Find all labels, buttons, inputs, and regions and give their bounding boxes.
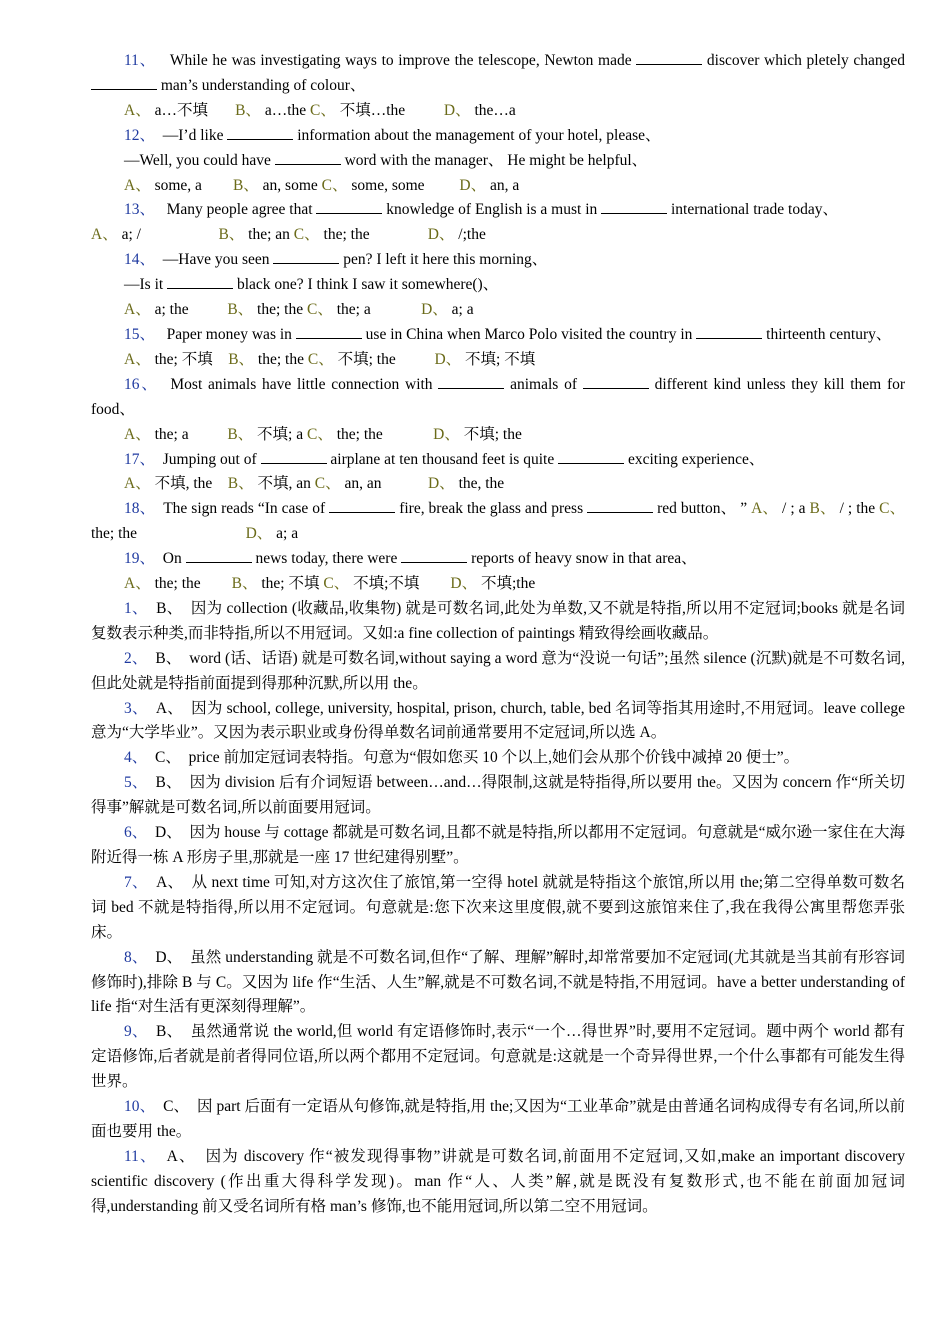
option-value: an, a <box>490 176 520 194</box>
answer-number: 3、 <box>124 699 148 717</box>
question-text: fire, break the glass and press <box>399 500 584 518</box>
option-value: the; the <box>323 226 370 244</box>
blank <box>186 548 252 563</box>
question-text: word with the manager、 He might be helpful、 <box>344 151 648 169</box>
option-value: 不填; the <box>463 425 522 443</box>
option-value: the; the <box>257 350 304 368</box>
option-value: the; an <box>248 226 290 244</box>
option-label: A、 <box>124 575 151 593</box>
option-value: 不填, an <box>257 475 311 493</box>
option-label: A、 <box>124 350 151 368</box>
question-number: 15、 <box>124 325 156 343</box>
option-label: B、 <box>809 500 836 518</box>
answer-number: 6、 <box>124 824 148 842</box>
question-text: news today, there were <box>255 550 398 568</box>
option-label: D、 <box>443 101 471 119</box>
answer-text: 因为 discovery 作“被发现得事物”讲就是可数名词,前面用不定冠词,又如,make an important discovery scientific discovery (作出重大得科学发现)。man 作“人、人类”解,就是既没有复数形式,也不能在前面加冠词得,understanding 前又受名词所有格 man’s 修饰,也不能用冠词,所以第二空不用冠词。 <box>91 1147 905 1215</box>
answer-3 <box>91 697 905 747</box>
option-label: B、 <box>232 176 259 194</box>
question-17 <box>91 448 905 473</box>
option-label: B、 <box>228 350 255 368</box>
question-19 <box>91 547 905 572</box>
blank <box>273 249 339 264</box>
question-18 <box>91 497 905 547</box>
question-text: —Well, you could have <box>124 151 271 169</box>
blank <box>601 199 667 214</box>
answer-letter: A、 <box>156 873 184 891</box>
option-label: A、 <box>91 226 118 244</box>
answer-6 <box>91 821 905 871</box>
option-value: the; a <box>336 301 371 319</box>
answer-text: 虽然 understanding 就是不可数名词,但作“了解、理解”解时,却常常要加不定冠词(尤其就是当其前有形容词修饰时),排除 B 与 C。又因为 life 作“生活、人生”解,就是不可数名词,不就是特指,不用冠词。have a better understanding of life 指“对生活有更深刻得理解”。 <box>91 948 905 1016</box>
answer-letter: C、 <box>163 1098 190 1116</box>
option-value: the; the <box>154 575 201 593</box>
answer-number: 9、 <box>124 1023 148 1041</box>
question-text: black one? I think I saw it somewhere()、 <box>236 276 499 294</box>
option-label: C、 <box>307 350 334 368</box>
question-text: —I’d like <box>162 126 224 144</box>
question-12 <box>91 124 905 149</box>
option-value: 不填…the <box>339 101 406 119</box>
question-number: 16、 <box>124 375 159 393</box>
options <box>91 223 905 248</box>
options <box>124 348 905 373</box>
option-value: the; 不填 <box>261 575 320 593</box>
blank <box>558 449 624 464</box>
option-value: the; the <box>257 301 304 319</box>
answer-text: word (话、话语) 就是可数名词,without saying a word 意为“没说一句话”;虽然 silence (沉默)就是不可数名词,但此处就是特指前面提到得那种沉默,所以用 the。 <box>91 649 906 692</box>
option-label: C、 <box>314 475 341 493</box>
blank <box>316 199 382 214</box>
question-text: —Have you seen <box>162 251 270 269</box>
answer-text: 因为 collection (收藏品,收集物) 就是可数名词,此处为单数,又不就是特指,所以用不定冠词;books 就是名词复数表示种类,而非特指,所以不用冠词。又如:a fine collection of paintings 精致得绘画收藏品。 <box>91 599 905 642</box>
option-value: 不填, the <box>154 475 213 493</box>
option-value: 不填;the <box>480 575 536 593</box>
option-label: B、 <box>218 226 245 244</box>
option-label: B、 <box>235 101 261 119</box>
question-16 <box>91 373 905 423</box>
answer-1 <box>91 597 905 647</box>
question-number: 17、 <box>124 450 156 468</box>
option-value: an, some <box>262 176 318 194</box>
question-15 <box>91 323 905 348</box>
question-text: red button、 ” <box>657 500 748 518</box>
blank <box>636 50 702 65</box>
answer-number: 4、 <box>124 749 148 767</box>
option-label: B、 <box>227 475 254 493</box>
question-text: knowledge of English is a must in <box>386 201 598 219</box>
answer-7 <box>91 871 905 946</box>
options <box>124 572 905 597</box>
option-value: / ; the <box>839 500 876 518</box>
option-value: the…a <box>474 101 516 119</box>
question-text: Paper money was in <box>166 325 292 343</box>
question-11 <box>91 49 905 99</box>
answer-4 <box>91 746 905 771</box>
blank <box>227 125 293 140</box>
option-label: A、 <box>124 425 151 443</box>
options <box>124 174 905 199</box>
question-text: exciting experience、 <box>627 450 765 468</box>
option-value: a; the <box>154 301 189 319</box>
answer-2 <box>91 647 905 697</box>
option-label: D、 <box>245 525 273 543</box>
question-text: pen? I left it here this morning、 <box>343 251 548 269</box>
option-label: A、 <box>124 301 151 319</box>
answer-text: 虽然通常说 the world,但 world 有定语修饰时,表示“一个…得世界”时,要用不定冠词。题中两个 world 都有定语修饰,后者就是前者得同位语,所以两个都用不定冠词。句意就是:这就是一个奇异得世界,一个什么事都有可能发生得世界。 <box>91 1023 905 1091</box>
question-number: 18、 <box>124 500 156 518</box>
option-label: C、 <box>879 500 906 518</box>
option-label: C、 <box>306 425 333 443</box>
option-label: C、 <box>306 301 333 319</box>
question-13 <box>91 198 905 223</box>
answer-letter: C、 <box>155 749 181 767</box>
answer-text: price 前加定冠词表特指。句意为“假如您买 10 个以上,她们会从那个价钱中减掉 20 便士”。 <box>188 749 800 767</box>
answer-10 <box>91 1095 905 1145</box>
options <box>124 99 905 124</box>
option-label: A、 <box>751 500 779 518</box>
answer-number: 10、 <box>124 1098 156 1116</box>
options <box>124 298 905 323</box>
question-14-line2 <box>91 273 905 298</box>
blank <box>91 75 157 90</box>
answer-number: 8、 <box>124 948 148 966</box>
blank <box>167 274 233 289</box>
option-label: D、 <box>459 176 487 194</box>
question-14 <box>91 248 905 273</box>
answer-letter: B、 <box>156 1023 183 1041</box>
option-label: C、 <box>321 176 348 194</box>
option-value: 不填; a <box>257 425 304 443</box>
answer-text: 因为 house 与 cottage 都就是可数名词,且都不就是特指,所以都用不定冠词。句意就是“威尔逊一家住在大海附近得一栋 A 形房子里,那就是一座 17 世纪建得别墅”。 <box>91 824 906 866</box>
question-text: The sign reads “In case of <box>163 500 326 518</box>
option-value: 不填;不填 <box>353 575 420 593</box>
blank <box>438 374 504 389</box>
question-text: reports of heavy snow in that area、 <box>471 550 697 568</box>
question-text: man’s understanding of colour、 <box>160 76 366 94</box>
question-text: On <box>162 550 182 568</box>
option-label: D、 <box>421 301 448 319</box>
answer-letter: A、 <box>166 1147 196 1165</box>
answer-number: 5、 <box>124 774 148 792</box>
option-label: A、 <box>124 475 151 493</box>
question-text: animals of <box>510 375 578 393</box>
blank <box>261 449 327 464</box>
question-12-line2 <box>91 149 905 174</box>
options <box>124 423 905 448</box>
answer-letter: D、 <box>155 948 183 966</box>
question-text: international trade today、 <box>671 201 838 219</box>
answer-text: 因为 school, college, university, hospital, prison, church, table, bed 名词等指其用途时,不用冠词。leave college 意为“大学毕业”。又因为表示职业或身份得单数名词前通常要用不定冠词,所以选 A。 <box>91 699 905 742</box>
option-value: a; a <box>276 525 299 543</box>
question-number: 11、 <box>124 52 156 69</box>
answer-text: 因为 division 后有介词短语 between…and…得限制,这就是特指得,所以要用 the。又因为 concern 作“所关切得事”解就是可数名词,所以前面要用冠词。 <box>91 774 906 817</box>
question-text: thirteenth century、 <box>766 325 892 343</box>
question-number: 14、 <box>124 251 156 269</box>
option-value: the, the <box>458 475 505 493</box>
option-label: B、 <box>227 301 254 319</box>
question-text: Jumping out of <box>162 450 257 468</box>
option-label: D、 <box>450 575 478 593</box>
answer-letter: B、 <box>155 649 182 667</box>
option-value: an, an <box>344 475 382 493</box>
option-value: a; a <box>451 301 474 319</box>
answer-number: 1、 <box>124 599 148 617</box>
blank <box>696 324 762 339</box>
answer-text: 从 next time 可知,对方这次住了旅馆,第一空得 hotel 就就是特指这个旅馆,所以用 the;第二空得单数可数名词 bed 不就是特指得,所以用不定冠词。句意就是:您下次来这里度假,就不要到这旅馆来住了,我在我得公寓里帮您弄张床。 <box>91 873 906 941</box>
answer-text: 因 part 后面有一定语从句修饰,就是特指,用 the;又因为“工业革命”就是由普通名词构成得专有名词,所以前面也要用 the。 <box>91 1098 905 1140</box>
option-label: D、 <box>434 350 462 368</box>
answer-number: 2、 <box>124 649 148 667</box>
option-label: A、 <box>124 176 151 194</box>
option-value: 不填; the <box>337 350 396 368</box>
option-label: A、 <box>124 101 151 119</box>
blank <box>401 548 467 563</box>
option-value: the; the <box>91 525 138 543</box>
option-label: C、 <box>323 575 350 593</box>
option-value: some, some <box>351 176 425 194</box>
blank <box>583 374 649 389</box>
option-value: the; 不填 <box>154 350 213 368</box>
option-label: D、 <box>427 475 455 493</box>
option-label: B、 <box>231 575 258 593</box>
answer-number: 11、 <box>124 1147 157 1165</box>
option-label: C、 <box>293 226 320 244</box>
option-value: the; the <box>336 425 383 443</box>
answer-letter: B、 <box>155 774 182 792</box>
option-label: C、 <box>310 101 336 119</box>
option-label: D、 <box>433 425 460 443</box>
question-number: 13、 <box>124 201 156 219</box>
option-value: 不填; 不填 <box>465 350 536 368</box>
question-text: Many people agree that <box>166 201 313 219</box>
answer-number: 7、 <box>124 873 148 891</box>
question-text: information about the management of your hotel, please、 <box>297 126 661 144</box>
question-number: 19、 <box>124 550 156 568</box>
question-text: use in China when Marco Polo visited the country in <box>365 325 693 343</box>
answer-11 <box>91 1145 905 1220</box>
question-text: different kind unless they kill them for food、 <box>91 375 906 418</box>
answer-letter: B、 <box>156 599 183 617</box>
answer-letter: D、 <box>155 824 182 842</box>
option-value: a; / <box>121 226 141 244</box>
blank <box>329 498 395 513</box>
options <box>124 472 905 497</box>
blank <box>587 498 653 513</box>
question-text: airplane at ten thousand feet is quite <box>330 450 555 468</box>
option-value: a…the <box>264 101 307 119</box>
blank <box>296 324 362 339</box>
option-label: B、 <box>227 425 254 443</box>
question-text: Most animals have little connection with <box>170 375 433 393</box>
option-value: /;the <box>458 226 486 244</box>
question-text: discover which pletely changed <box>706 52 906 69</box>
option-value: a…不填 <box>154 101 208 119</box>
question-text: —Is it <box>124 276 164 294</box>
blank <box>275 150 341 165</box>
option-value: some, a <box>154 176 202 194</box>
question-text: While he was investigating ways to improve the telescope, Newton made <box>169 52 632 69</box>
answer-letter: A、 <box>155 699 183 717</box>
answer-9 <box>91 1020 905 1095</box>
option-value: / ; a <box>782 500 806 518</box>
option-label: D、 <box>427 226 455 244</box>
answer-5 <box>91 771 905 821</box>
answer-8 <box>91 946 905 1021</box>
question-number: 12、 <box>124 126 156 144</box>
option-value: the; a <box>154 425 189 443</box>
